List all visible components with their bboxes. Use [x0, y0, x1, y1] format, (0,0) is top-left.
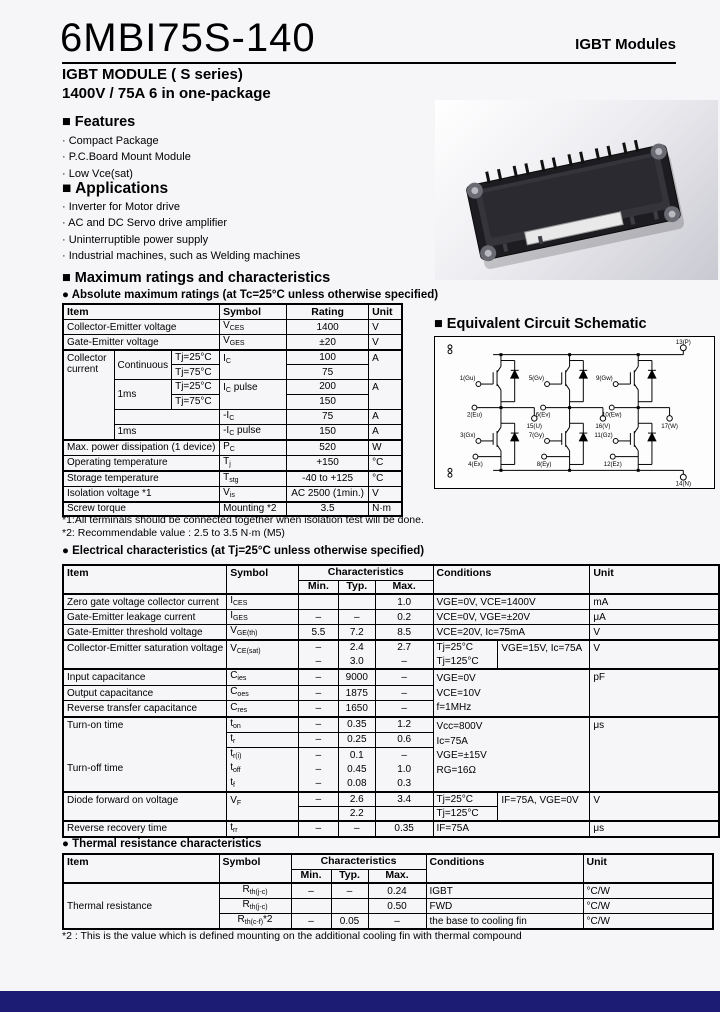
application-item: · AC and DC Servo drive amplifier — [62, 217, 228, 230]
thermal-footnote: *2 : This is the value which is defined mounting on the additional cooling fin with thermal compound — [62, 930, 522, 942]
max-cell: – — [375, 701, 433, 717]
unit-cell: V — [369, 486, 402, 502]
col-min: Min. — [298, 580, 338, 594]
rating-cell: ±20 — [287, 335, 369, 351]
cond-cell: VCE=0V, VGE=±20V — [433, 610, 590, 625]
max-cell: – — [375, 669, 433, 685]
item-sub-cell: Tj=75°C — [172, 365, 220, 380]
col-max: Max. — [375, 580, 433, 594]
typ-cell: 0.05 — [331, 914, 368, 930]
typ-cell: 3.0 — [338, 655, 375, 670]
item-cell: Max. power dissipation (1 device) — [63, 440, 220, 456]
unit-cell: A — [369, 350, 402, 380]
symbol-cell: $T_{stg}$ — [220, 471, 287, 487]
col-unit: Unit — [369, 304, 402, 320]
item-sub-cell: Tj=25°C — [172, 350, 220, 365]
symbol-cell: $C_{oes}$ — [227, 685, 299, 701]
symbol-cell: $I_{GES}$ — [227, 610, 299, 625]
category-label: IGBT Modules — [575, 36, 676, 53]
subtitle-line1: IGBT MODULE ( S series) — [62, 66, 243, 83]
min-cell: – — [298, 701, 338, 717]
symbol-cell: $V_{CE(sat)}$ — [227, 640, 299, 669]
max-ratings-heading: ■ Maximum ratings and characteristics — [62, 270, 331, 286]
col-min: Min. — [291, 869, 331, 883]
terminal-label-u: 15(U) — [526, 423, 542, 431]
cond-sub-cell: Tj=25°C — [433, 792, 498, 807]
item-cell: Screw torque — [63, 502, 220, 517]
col-typ: Typ. — [331, 869, 368, 883]
unit-cell: °C/W — [583, 899, 713, 914]
cond-cell: VCE=20V, Ic=75mA — [433, 625, 590, 641]
item-cell: Collector-Emitter voltage — [63, 320, 220, 335]
rating-cell: AC 2500 (1min.) — [287, 486, 369, 502]
min-cell: – — [298, 747, 338, 762]
terminal-label-n: 14(N) — [675, 480, 692, 487]
typ-cell: 2.4 — [338, 640, 375, 655]
unit-cell: °C — [369, 471, 402, 487]
footnote-2: *2: Recommendable value : 2.5 to 3.5 N·m (M5) — [62, 527, 285, 539]
col-item: Item — [63, 304, 220, 320]
item-sub-cell: 1ms — [114, 424, 220, 440]
rating-cell: 150 — [287, 394, 369, 409]
terminal-label-gv: 5(Gv) — [528, 375, 545, 383]
max-cell: 0.6 — [375, 732, 433, 747]
unit-cell: V — [590, 625, 719, 641]
symbol-cell: $P_C$ — [220, 440, 287, 456]
symbol-cell: $V_{CES}$ — [220, 320, 287, 335]
equivalent-circuit-schematic — [434, 336, 715, 489]
item-cell: Zero gate voltage collector current — [63, 594, 227, 610]
min-cell: – — [298, 669, 338, 685]
item-cell: Gate-Emitter leakage current — [63, 610, 227, 625]
max-cell: 0.3 — [375, 777, 433, 792]
symbol-cell: Mounting *2 — [220, 502, 287, 517]
max-cell: – — [375, 655, 433, 670]
item-cell: Output capacitance — [63, 685, 227, 701]
application-item: · Industrial machines, such as Welding machines — [62, 249, 301, 262]
max-ratings-subheading: ● Absolute maximum ratings (at Tc=25°C unless otherwise specified) — [62, 289, 439, 301]
item-cell: Thermal resistance — [63, 883, 219, 929]
item-sub-cell: Tj=25°C — [172, 380, 220, 395]
min-cell: – — [298, 685, 338, 701]
col-symbol: Symbol — [227, 565, 299, 594]
typ-cell: 1650 — [338, 701, 375, 717]
footnote-1: *1:All terminals should be connected together when isolation test will be done. — [62, 514, 424, 526]
rating-cell: -40 to +125 — [287, 471, 369, 487]
rating-cell: 150 — [287, 424, 369, 440]
min-cell: – — [291, 883, 331, 899]
cond-cell: Vcc=800V Ic=75A VGE=±15V RG=16Ω — [433, 717, 590, 792]
terminal-label-ew: 10(Ew) — [601, 411, 622, 419]
col-characteristics: Characteristics — [298, 565, 433, 580]
item-cell: Input capacitance — [63, 669, 227, 685]
symbol-cell: $t_{r(i)}$ — [227, 747, 299, 762]
unit-cell: °C/W — [583, 883, 713, 899]
max-ratings-table — [62, 303, 403, 517]
rating-cell: +150 — [287, 455, 369, 471]
feature-item: · Low Vce(sat) — [62, 167, 133, 180]
max-cell: – — [375, 685, 433, 701]
min-cell: – — [298, 821, 338, 837]
typ-cell — [331, 899, 368, 914]
min-cell: 5.5 — [298, 625, 338, 641]
feature-item: · P.C.Board Mount Module — [62, 151, 191, 164]
min-cell: – — [298, 640, 338, 655]
terminal-label-gu: 1(Gu) — [459, 375, 476, 383]
symbol-cell: $R_{th(j-c)}$ — [219, 899, 291, 914]
typ-cell: 2.6 — [338, 792, 375, 807]
item-sub-cell: 1ms — [114, 380, 172, 410]
symbol-cell: $I_C$ pulse — [220, 380, 287, 410]
max-cell: 0.2 — [375, 610, 433, 625]
electrical-heading: ● Electrical characteristics (at Tj=25°C unless otherwise specified) — [62, 545, 425, 557]
unit-cell: A — [369, 409, 402, 424]
feature-item: · Compact Package — [62, 135, 159, 147]
electrical-table — [62, 564, 720, 838]
terminal-label-gy: 7(Gy) — [528, 432, 545, 439]
min-cell: – — [298, 762, 338, 777]
cond-cell: VGE=0V, VCE=1400V — [433, 594, 590, 610]
unit-cell: °C/W — [583, 914, 713, 930]
item-cell: Gate-Emitter voltage — [63, 335, 220, 351]
symbol-cell: $V_{GES}$ — [220, 335, 287, 351]
rating-cell: 520 — [287, 440, 369, 456]
symbol-cell: $I_C$ — [220, 350, 287, 380]
unit-cell: A — [369, 424, 402, 440]
terminal-label-ev: 6(Ev) — [535, 411, 551, 419]
schematic-heading: ■ Equivalent Circuit Schematic — [434, 316, 647, 332]
min-cell — [298, 594, 338, 610]
rating-cell: 1400 — [287, 320, 369, 335]
col-rating: Rating — [287, 304, 369, 320]
col-max: Max. — [368, 869, 426, 883]
item-cell: Collector-Emitter saturation voltage — [63, 640, 227, 669]
terminal-label-ex: 4(Ex) — [468, 460, 483, 468]
symbol-cell: $t_{rr}$ — [227, 821, 299, 837]
terminal-label-p: 13(P) — [675, 338, 691, 346]
subtitle-line2: 1400V / 75A 6 in one-package — [62, 85, 271, 102]
symbol-cell: $V_F$ — [227, 792, 299, 821]
max-cell: – — [375, 747, 433, 762]
max-cell: 2.7 — [375, 640, 433, 655]
item-cell: Reverse recovery time — [63, 821, 227, 837]
symbol-cell: $R_{th(c-f)}*2$ — [219, 914, 291, 930]
col-symbol: Symbol — [220, 304, 287, 320]
min-cell: – — [298, 655, 338, 670]
item-sub-cell: Tj=75°C — [172, 394, 220, 409]
symbol-cell: $V_{is}$ — [220, 486, 287, 502]
item-cell: Turn-on time Turn-off time — [63, 717, 227, 792]
rating-cell: 75 — [287, 365, 369, 380]
col-item: Item — [63, 565, 227, 594]
col-conditions: Conditions — [426, 854, 583, 883]
unit-cell: pF — [590, 669, 719, 717]
max-cell: 1.0 — [375, 594, 433, 610]
max-cell: 1.2 — [375, 717, 433, 733]
item-cell: Gate-Emitter threshold voltage — [63, 625, 227, 641]
typ-cell — [338, 594, 375, 610]
symbol-cell: $V_{GE(th)}$ — [227, 625, 299, 641]
typ-cell: 0.1 — [338, 747, 375, 762]
cond-sub-cell: Tj=25°C — [433, 640, 498, 655]
terminal-label-gx: 3(Gx) — [460, 432, 476, 439]
col-characteristics: Characteristics — [291, 854, 426, 869]
terminal-label-ey: 8(Ey) — [536, 460, 552, 468]
item-cell: Collector current — [63, 350, 114, 440]
min-cell: – — [291, 914, 331, 930]
min-cell: – — [298, 777, 338, 792]
typ-cell: 1875 — [338, 685, 375, 701]
cond-cell: FWD — [426, 899, 583, 914]
unit-cell: V — [369, 335, 402, 351]
unit-cell: W — [369, 440, 402, 456]
features-heading: ■ Features — [62, 114, 136, 130]
typ-cell: 2.2 — [338, 806, 375, 821]
thermal-table — [62, 853, 714, 930]
unit-cell: A — [369, 380, 402, 410]
circuit-drawing — [435, 337, 713, 487]
rating-cell: 75 — [287, 409, 369, 424]
thermal-heading: ● Thermal resistance characteristics — [62, 838, 262, 850]
typ-cell: 0.45 — [338, 762, 375, 777]
col-unit: Unit — [590, 565, 719, 594]
cond-cell: IF=75A, VGE=0V — [498, 792, 590, 821]
unit-cell: N·m — [369, 502, 402, 517]
applications-list — [62, 199, 300, 264]
unit-cell: μs — [590, 821, 719, 837]
igbt-module-photo — [435, 100, 718, 280]
terminal-label-v: 16(V) — [595, 423, 611, 431]
symbol-cell: $R_{th(j-c)}$ — [219, 883, 291, 899]
min-cell: – — [298, 732, 338, 747]
symbol-cell: $t_{on}$ — [227, 717, 299, 733]
symbol-cell: $t_r$ — [227, 732, 299, 747]
cond-cell: VGE=0V VCE=10V f=1MHz — [433, 669, 590, 717]
symbol-cell: $C_{res}$ — [227, 701, 299, 717]
cond-cell: IF=75A — [433, 821, 590, 837]
unit-cell: mA — [590, 594, 719, 610]
typ-cell: 0.35 — [338, 717, 375, 733]
typ-cell: – — [331, 883, 368, 899]
typ-cell: – — [338, 821, 375, 837]
typ-cell: 0.25 — [338, 732, 375, 747]
application-item: · Uninterruptible power supply — [62, 233, 209, 246]
max-cell: 8.5 — [375, 625, 433, 641]
terminal-label-eu: 2(Eu) — [466, 411, 483, 419]
symbol-cell: $I_{CES}$ — [227, 594, 299, 610]
item-cell: Operating temperature — [63, 455, 220, 471]
unit-cell: V — [369, 320, 402, 335]
typ-cell: – — [338, 610, 375, 625]
title-rule — [62, 62, 676, 64]
max-cell: 3.4 — [375, 792, 433, 807]
item-sub-cell: Continuous — [114, 350, 172, 380]
part-number: 6MBI75S-140 — [60, 16, 316, 60]
cond-cell: VGE=15V, Ic=75A — [498, 640, 590, 669]
cond-cell: the base to cooling fin — [426, 914, 583, 930]
unit-cell: V — [590, 640, 719, 669]
symbol-cell: $-I_C$ pulse — [220, 424, 287, 440]
terminal-label-ez: 12(Ez) — [603, 460, 622, 468]
application-item: · Inverter for Motor drive — [62, 201, 180, 213]
symbol-cell: $T_j$ — [220, 455, 287, 471]
cond-sub-cell: Tj=125°C — [433, 655, 498, 670]
terminal-label-w: 17(W) — [661, 423, 678, 431]
min-cell — [298, 806, 338, 821]
cond-cell: IGBT — [426, 883, 583, 899]
symbol-cell: $-I_C$ — [220, 409, 287, 424]
max-cell — [375, 806, 433, 821]
col-unit: Unit — [583, 854, 713, 883]
rating-cell: 200 — [287, 380, 369, 395]
min-cell: – — [298, 717, 338, 733]
cond-sub-cell: Tj=125°C — [433, 806, 498, 821]
applications-heading: ■ Applications — [62, 180, 169, 197]
symbol-cell: $C_{ies}$ — [227, 669, 299, 685]
col-typ: Typ. — [338, 580, 375, 594]
item-cell: Isolation voltage *1 — [63, 486, 220, 502]
min-cell: – — [298, 792, 338, 807]
terminal-label-gz: 11(Gz) — [594, 432, 613, 439]
typ-cell: 0.08 — [338, 777, 375, 792]
typ-cell: 7.2 — [338, 625, 375, 641]
item-cell: Storage temperature — [63, 471, 220, 487]
col-conditions: Conditions — [433, 565, 590, 594]
symbol-cell: $t_f$ — [227, 777, 299, 792]
item-cell: Diode forward on voltage — [63, 792, 227, 821]
min-cell — [291, 899, 331, 914]
min-cell: – — [298, 610, 338, 625]
footer-bar — [0, 991, 720, 1012]
max-cell: 1.0 — [375, 762, 433, 777]
unit-cell: V — [590, 792, 719, 821]
unit-cell: °C — [369, 455, 402, 471]
unit-cell: μs — [590, 717, 719, 792]
item-sub-cell — [114, 409, 220, 424]
terminal-label-gw: 9(Gw) — [595, 375, 613, 383]
max-cell: 0.24 — [368, 883, 426, 899]
rating-cell: 3.5 — [287, 502, 369, 517]
symbol-cell: $t_{off}$ — [227, 762, 299, 777]
item-cell: Reverse transfer capacitance — [63, 701, 227, 717]
rating-cell: 100 — [287, 350, 369, 365]
max-cell: 0.50 — [368, 899, 426, 914]
product-photo — [435, 100, 718, 280]
features-list — [62, 133, 191, 182]
unit-cell: μA — [590, 610, 719, 625]
col-item: Item — [63, 854, 219, 883]
max-cell: 0.35 — [375, 821, 433, 837]
typ-cell: 9000 — [338, 669, 375, 685]
col-symbol: Symbol — [219, 854, 291, 883]
max-cell: – — [368, 914, 426, 930]
